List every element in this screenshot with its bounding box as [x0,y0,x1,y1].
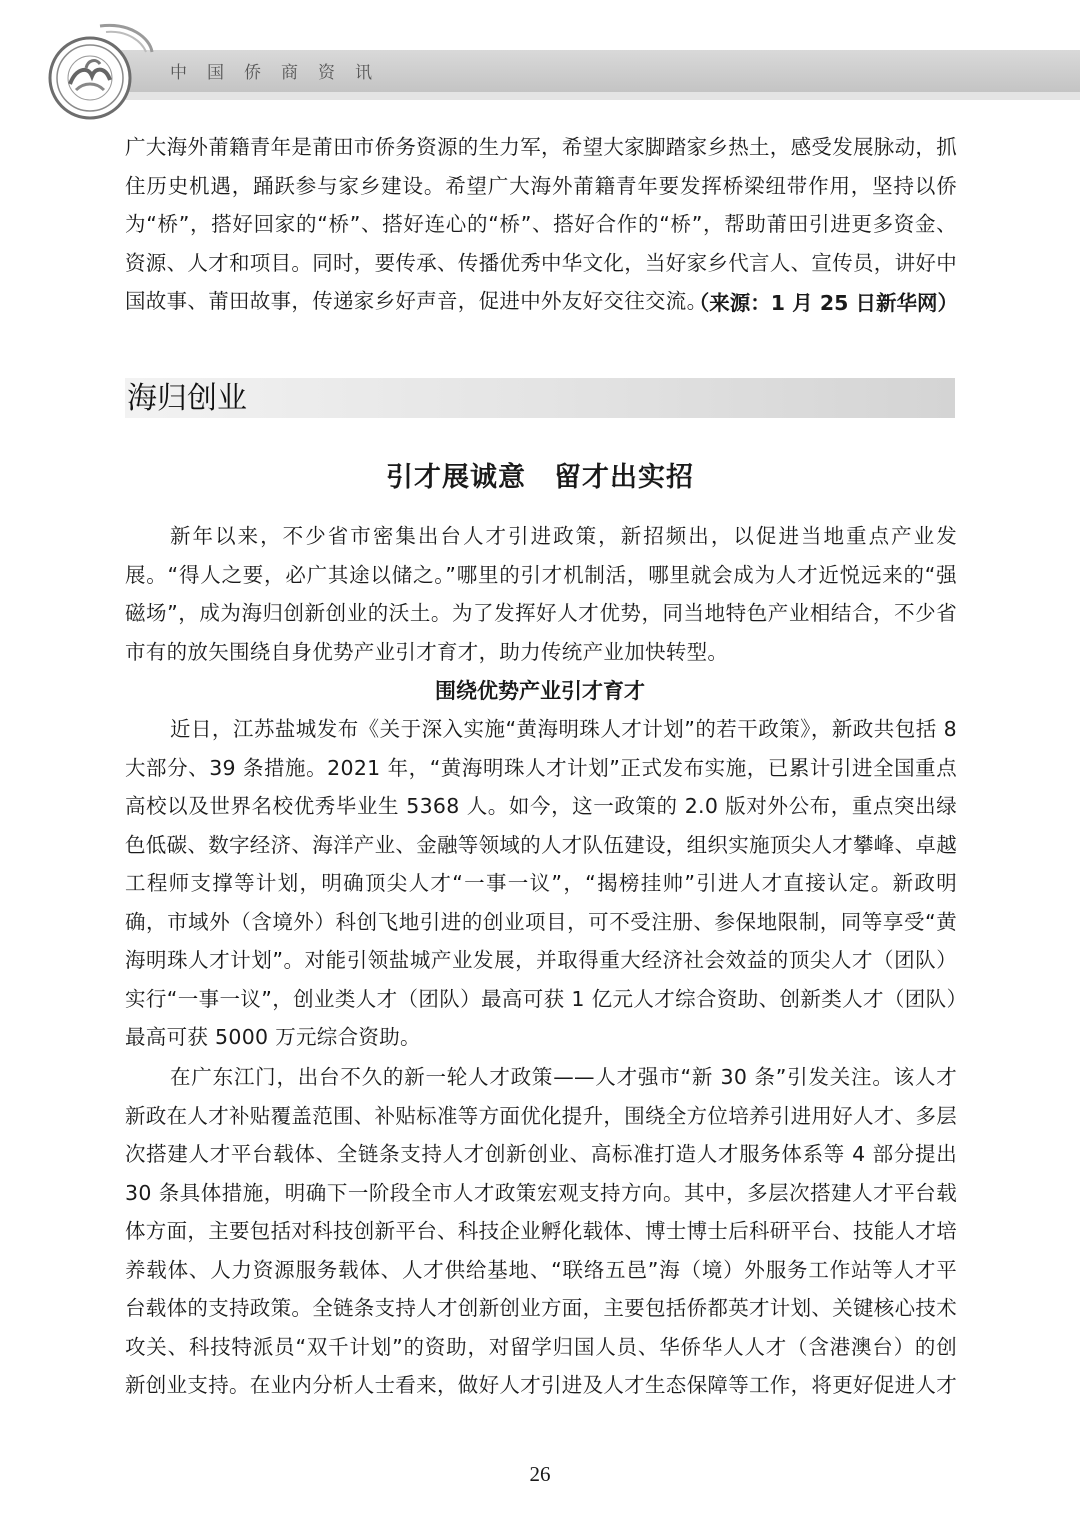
article-subtitle: 围绕优势产业引才育才 [435,679,645,703]
article-paragraph: 在广东江门，出台不久的新一轮人才政策——人才强市“新 30 条”引发关注。该人才新政在人才补贴覆盖范围、补贴标准等方面优化提升，围绕全方位培养引进用好人才、多层次搭建人才平台载体、全链条支持人才创新创业、高标准打造人才服务体系等 4 部分提出 30 条具体措施，明确下一阶段全市人才政策宏观支持方向。其中，多层次搭建人才平台载体方面，主要包括对科技创新平台、科技企业孵化载体、博士博士后科研平台、技能人才培养载体、人力资源服务载体、人才供给基地、“联络五邑”海（境）外服务工作站等人才平台载体的支持政策。全链条支持人才创新创业方面，主要包括侨都英才计划、关键核心技术攻关、科技特派员“双千计划”的资助，对留学归国人员、华侨华人人才（含港澳台）的创新创业支持。在业内分析人士看来，做好人才引进及人才生态保障等工作，将更好促进人才 [125,1065,957,1397]
article-title: 引才展诚意 留才出实招 [386,462,694,493]
header-title: 中国侨商资讯 [170,63,392,83]
intro-paragraph: 广大海外莆籍青年是莆田市侨务资源的生力军，希望大家脚踏家乡热土，感受发展脉动，抓住历史机遇，踊跃参与家乡建设。希望广大海外莆籍青年要发挥桥梁纽带作用，坚持以侨为“桥”，搭好回家的“桥”、搭好连心的“桥”、搭好合作的“桥”，帮助莆田引进更多资金、资源、人才和项目。同时，要传承、传播优秀中华文化，当好家乡代言人、宣传员，讲好中国故事、莆田故事，传递家乡好声音，促进中外友好交往交流。 [125,135,957,313]
page-number: 26 [529,1462,551,1486]
article-paragraph: 近日，江苏盐城发布《关于深入实施“黄海明珠人才计划”的若干政策》，新政共包括 8 大部分、39 条措施。2021 年，“黄海明珠人才计划”正式发布实施，已累计引进全国重点高校以及世界名校优秀毕业生 5368 人。如今，这一政策的 2.0 版对外公布，重点突出绿色低碳、数字经济、海洋产业、金融等领域的人才队伍建设，组织实施顶尖人才攀峰、卓越工程师支撑等计划，明确顶尖人才“一事一议”，“揭榜挂帅”引进人才直接认定。新政明确，市域外（含境外）科创飞地引进的创业项目，可不受注册、参保地限制，同等享受“黄海明珠人才计划”。对能引领盐城产业发展，并取得重大经济社会效益的顶尖人才（团队）实行“一事一议”，创业类人才（团队）最高可获 1 亿元人才综合资助、创新类人才（团队）最高可获 5000 万元综合资助。 [125,717,957,1049]
section-header-bar [125,378,955,418]
logo-emblem-icon [40,18,155,123]
section-title: 海归创业 [127,381,247,416]
header-band-shadow [100,92,1080,100]
source-citation: （来源：1 月 25 日新华网） [688,291,958,315]
article-paragraph: 新年以来，不少省市密集出台人才引进政策，新招频出，以促进当地重点产业发展。“得人之要，必广其途以储之。”哪里的引才机制活，哪里就会成为人才近悦远来的“强磁场”，成为海归创新创业的沃土。为了发挥好人才优势，同当地特色产业相结合，不少省市有的放矢围绕自身优势产业引才育才，助力传统产业加快转型。 [125,524,957,664]
